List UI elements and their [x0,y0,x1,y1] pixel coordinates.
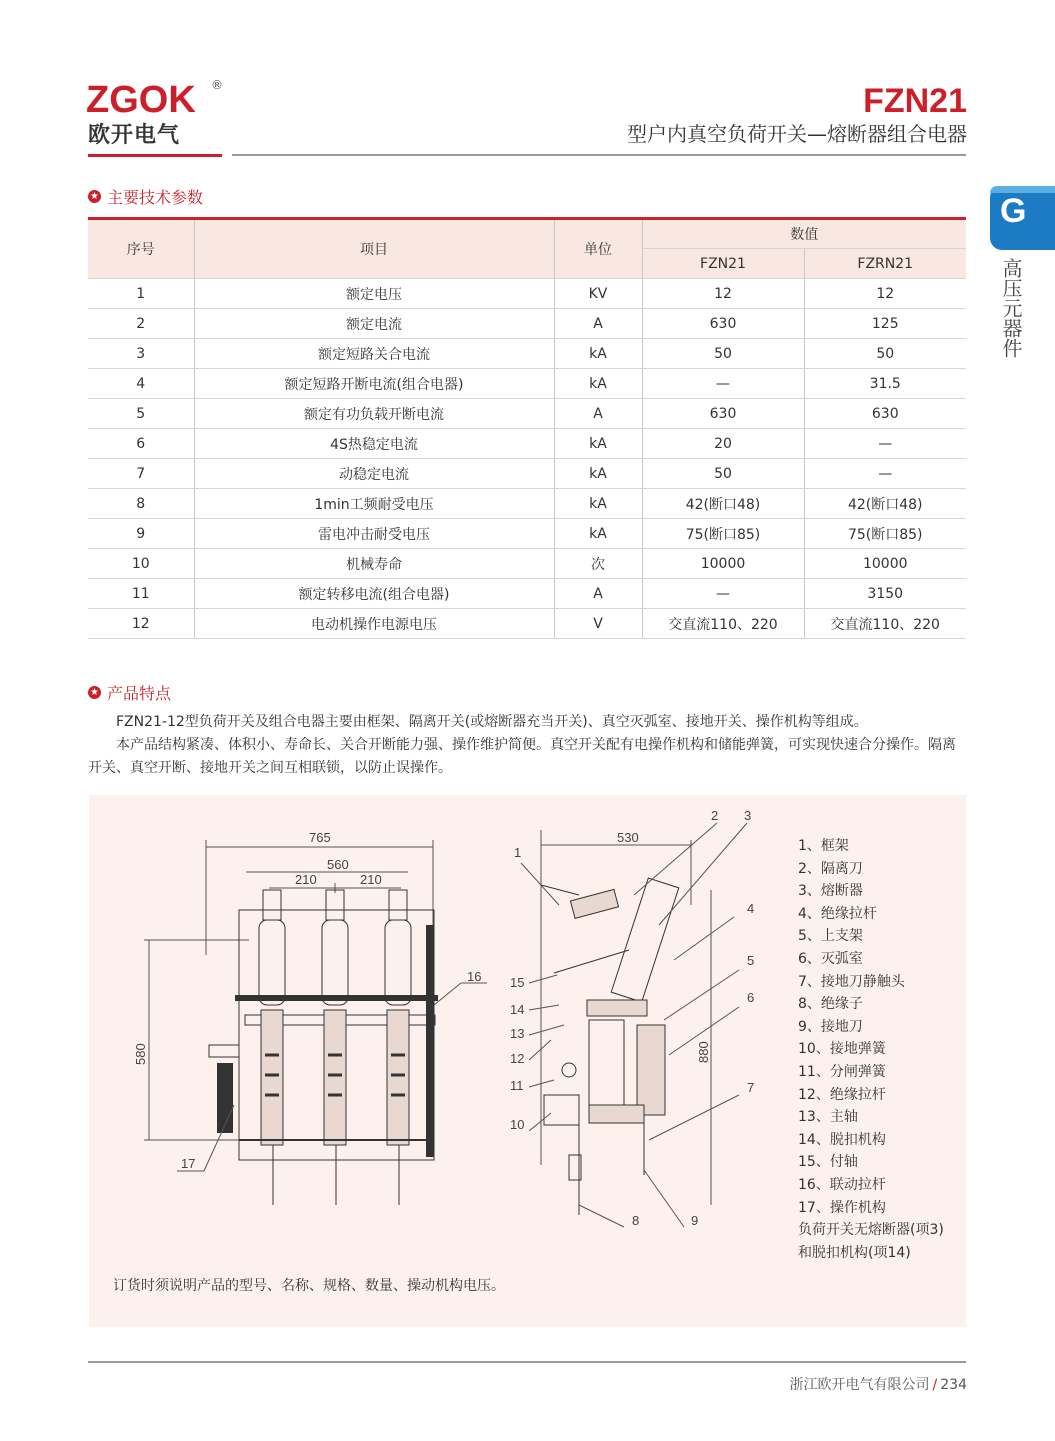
page-title: FZN21 [863,82,967,120]
legend-item: 6、灭弧室 [798,950,863,967]
logo-text: ZGOK [86,79,196,121]
cell-a: 630 [642,309,804,339]
cell-b: — [804,429,966,459]
cell-b: 交直流110、220 [804,609,966,639]
cell-unit: 次 [554,549,642,579]
cell-a: 12 [642,279,804,309]
cell-b: 630 [804,399,966,429]
header-rule-accent [88,154,222,157]
header-item: 项目 [194,219,554,279]
cell-unit: kA [554,369,642,399]
legend-item: 12、绝缘拉杆 [798,1086,886,1103]
cell-a: — [642,369,804,399]
legend-item: 3、熔断器 [798,883,863,900]
table-row [88,309,966,339]
dim-560-label: 560 [327,857,349,872]
cell-unit: kA [554,519,642,549]
cell-item: 4S热稳定电流 [194,429,554,459]
table-row [88,339,966,369]
table-row [88,429,966,459]
cell-no: 6 [88,429,194,459]
header-no: 序号 [88,219,194,279]
legend-item: 15、付轴 [798,1154,858,1171]
legend-note: 负荷开关无熔断器(项3) [798,1222,944,1239]
cell-unit: kA [554,459,642,489]
cell-no: 4 [88,369,194,399]
cell-no: 12 [88,609,194,639]
cell-item: 1min工频耐受电压 [194,489,554,519]
cell-b: 50 [804,339,966,369]
brand-logo [86,80,236,150]
dim-880-label: 880 [696,1041,711,1063]
cell-item: 动稳定电流 [194,459,554,489]
table-row [88,549,966,579]
legend-item: 17、操作机构 [798,1199,886,1216]
cell-item: 电动机操作电源电压 [194,609,554,639]
footer-rule [88,1361,966,1363]
table-header-row [88,219,966,249]
cell-item: 额定短路关合电流 [194,339,554,369]
side-view [510,808,754,1228]
logo-subtitle: 欧开电气 [88,123,181,148]
callout-1: 1 [514,845,522,860]
header-unit: 单位 [554,219,642,279]
dim-765-label: 765 [309,830,331,845]
dim-580-label: 580 [133,1043,148,1065]
footer-separator: / [932,1377,938,1393]
legend-item: 8、绝缘子 [798,996,863,1013]
header-col-b: FZRN21 [804,249,966,279]
cell-no: 3 [88,339,194,369]
page-subtitle: 型户内真空负荷开关—熔断器组合电器 [627,122,967,146]
table-row [88,459,966,489]
callout-14: 14 [510,1002,525,1017]
cell-b: 3150 [804,579,966,609]
footer [790,1374,967,1394]
header-col-a: FZN21 [642,249,804,279]
legend-item: 11、分闸弹簧 [798,1063,886,1080]
callout-10: 10 [510,1117,525,1132]
callout-15: 15 [510,975,525,990]
cell-item: 额定短路开断电流(组合电器) [194,369,554,399]
legend-item: 10、接地弹簧 [798,1041,886,1058]
callout-8: 8 [632,1213,640,1228]
registered-mark: ® [211,78,223,92]
legend-item: 1、框架 [798,838,849,854]
section-title-specs [88,185,203,208]
cell-unit: A [554,579,642,609]
legend-item: 5、上支架 [798,928,863,945]
cell-unit: kA [554,339,642,369]
section-title-features-text: 产品特点 [107,684,172,703]
cell-no: 2 [88,309,194,339]
cell-b: 12 [804,279,966,309]
technical-drawing-panel [89,795,966,1327]
section-title-features [88,681,171,704]
cell-a: 75(断口85) [642,519,804,549]
callout-5: 5 [747,953,755,968]
cell-b: 75(断口85) [804,519,966,549]
parts-legend [798,835,944,1264]
cell-item: 额定有功负载开断电流 [194,399,554,429]
cell-unit: kA [554,429,642,459]
page-number: 234 [940,1377,967,1393]
dim-210-right-label: 210 [360,872,382,887]
cell-b: 125 [804,309,966,339]
cell-a: — [642,579,804,609]
dim-210-left-label: 210 [295,872,317,887]
star-circle-icon: ★ [88,190,101,203]
cell-a: 20 [642,429,804,459]
legend-item: 9、接地刀 [798,1018,863,1035]
callout-3: 3 [744,808,752,823]
callout-6: 6 [747,990,755,1005]
table-row [88,519,966,549]
cell-a: 10000 [642,549,804,579]
table-row [88,579,966,609]
star-circle-icon: ★ [88,686,101,699]
callout-17: 17 [181,1156,196,1171]
cell-b: 31.5 [804,369,966,399]
legend-item: 16、联动拉杆 [798,1176,886,1193]
category-letter: G [1000,192,1027,230]
table-row [88,399,966,429]
cell-unit: A [554,399,642,429]
dim-530-label: 530 [617,830,639,845]
callout-4: 4 [747,901,755,916]
callout-13: 13 [510,1026,525,1041]
cell-a: 50 [642,459,804,489]
cell-item: 雷电冲击耐受电压 [194,519,554,549]
side-callouts [510,808,754,1228]
legend-note: 和脱扣机构(项14) [798,1244,911,1261]
callout-9: 9 [691,1213,699,1228]
front-view [133,830,487,1205]
cell-no: 5 [88,399,194,429]
table-row [88,609,966,639]
legend-item: 14、脱扣机构 [798,1131,886,1148]
callout-7: 7 [747,1080,755,1095]
cell-a: 42(断口48) [642,489,804,519]
cell-item: 机械寿命 [194,549,554,579]
cell-b: 42(断口48) [804,489,966,519]
legend-item: 7、接地刀静触头 [798,973,905,990]
legend-item: 4、绝缘拉杆 [798,905,877,922]
cell-no: 11 [88,579,194,609]
cell-a: 630 [642,399,804,429]
table-row [88,369,966,399]
header-rule [232,154,966,156]
cell-no: 10 [88,549,194,579]
callout-2: 2 [711,808,719,823]
cell-no: 7 [88,459,194,489]
cell-item: 额定电压 [194,279,554,309]
cell-unit: kA [554,489,642,519]
section-title-specs-text: 主要技术参数 [107,188,204,207]
header-value-group: 数值 [642,219,966,249]
ordering-note: 订货时须说明产品的型号、名称、规格、数量、操动机构电压。 [113,1278,505,1294]
cell-unit: KV [554,279,642,309]
paragraph-2: 本产品结构紧凑、体积小、寿命长、关合开断能力强、操作维护简便。真空开关配有电操作机构和储能弹簧，可实现快速合分操作。隔离开关、真空开断、接地开关之间互相联锁，以防止误操作。 [88,737,956,776]
footer-company: 浙江欧开电气有限公司 [789,1377,930,1393]
cell-no: 8 [88,489,194,519]
cell-b: — [804,459,966,489]
cell-a: 50 [642,339,804,369]
callout-16: 16 [467,969,482,984]
table-row [88,489,966,519]
spec-table [88,217,966,639]
cell-item: 额定电流 [194,309,554,339]
table-row [88,279,966,309]
category-label: 高压元器件 [999,258,1023,358]
callout-12: 12 [510,1051,525,1066]
cell-unit: V [554,609,642,639]
cell-unit: A [554,309,642,339]
cell-no: 1 [88,279,194,309]
cell-b: 10000 [804,549,966,579]
paragraph-1: FZN21-12型负荷开关及组合电器主要由框架、隔离开关(或熔断器充当开关)、真空灭弧室、接地开关、操作机构等组成。 [116,714,868,730]
legend-item: 13、主轴 [798,1109,858,1126]
callout-11: 11 [510,1078,524,1093]
cell-a: 交直流110、220 [642,609,804,639]
legend-item: 2、隔离刀 [798,860,863,877]
cell-no: 9 [88,519,194,549]
cell-item: 额定转移电流(组合电器) [194,579,554,609]
